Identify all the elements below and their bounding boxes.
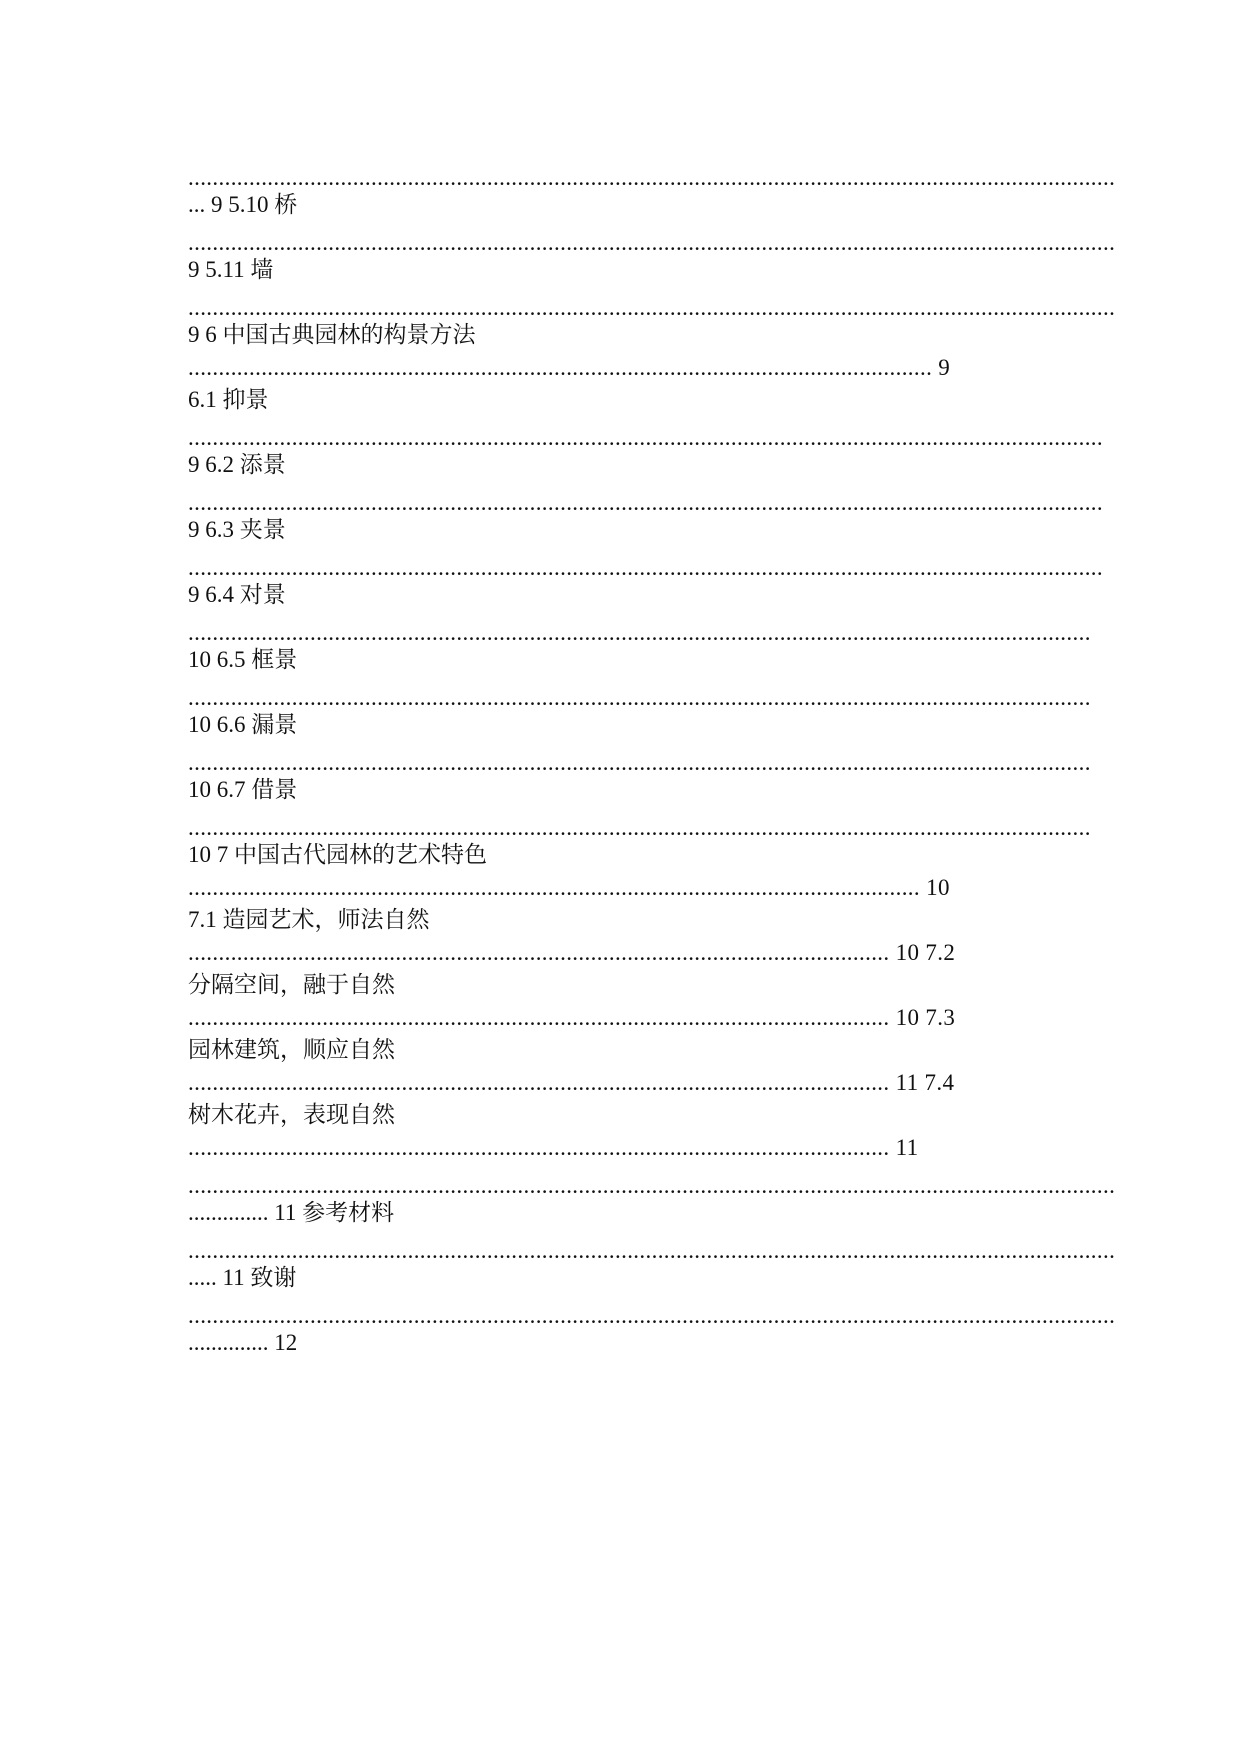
toc-leader-line: .................................................................................................................................................... xyxy=(188,815,1091,840)
toc-entry-line: .............. 12 xyxy=(188,1330,298,1355)
toc-leader-line: .................................................................................................................................................... xyxy=(188,750,1091,775)
toc-entry-line: 9 6 中国古典园林的构景方法 xyxy=(188,322,476,347)
toc-leader-line: .......................................................................................................................... 9 xyxy=(188,355,951,380)
toc-leader-line: ........................................................................................................................................................ xyxy=(188,1173,1116,1198)
toc-entry-line: 10 6.6 漏景 xyxy=(188,712,298,737)
toc-entry-line: 树木花卉，表现自然 xyxy=(188,1102,395,1127)
toc-leader-line: ................................................................................................................... 10 7.3 xyxy=(188,1005,956,1030)
toc-leader-line: ........................................................................................................................................................ xyxy=(188,165,1116,190)
toc-leader-line: .................................................................................................................................................... xyxy=(188,685,1091,710)
toc-entry-line: 9 6.4 对景 xyxy=(188,582,286,607)
toc-leader-line: ...................................................................................................................................................... xyxy=(188,425,1103,450)
toc-leader-line: ........................................................................................................................ 10 xyxy=(188,875,950,900)
toc-leader-line: ................................................................................................................... 11 xyxy=(188,1135,919,1160)
toc-entry-line: 分隔空间，融于自然 xyxy=(188,972,395,997)
toc-leader-line: ........................................................................................................................................................ xyxy=(188,1238,1116,1263)
toc-entry-line: 10 6.7 借景 xyxy=(188,777,298,802)
toc-entry-line: ... 9 5.10 桥 xyxy=(188,192,298,217)
toc-leader-line: ........................................................................................................................................................ xyxy=(188,1303,1116,1328)
toc-leader-line: ...................................................................................................................................................... xyxy=(188,555,1103,580)
toc-leader-line: ................................................................................................................... 10 7.2 xyxy=(188,940,956,965)
toc-leader-line: ...................................................................................................................................................... xyxy=(188,490,1103,515)
toc-entry-line: 10 6.5 框景 xyxy=(188,647,298,672)
toc-leader-line: .................................................................................................................................................... xyxy=(188,620,1091,645)
toc-entry-line: 9 6.3 夹景 xyxy=(188,517,286,542)
toc-leader-line: ........................................................................................................................................................ xyxy=(188,295,1116,320)
toc-entry-line: 园林建筑，顺应自然 xyxy=(188,1037,395,1062)
toc-leader-line: ........................................................................................................................................................ xyxy=(188,230,1116,255)
toc-leader-line: ................................................................................................................... 11 7.4 xyxy=(188,1070,955,1095)
toc-entry-line: 7.1 造园艺术，师法自然 xyxy=(188,907,430,932)
toc-entry-line: 9 6.2 添景 xyxy=(188,452,286,477)
toc-entry-line: .............. 11 参考材料 xyxy=(188,1200,395,1225)
toc-entry-line: 9 5.11 墙 xyxy=(188,257,274,282)
toc-entry-line: 10 7 中国古代园林的艺术特色 xyxy=(188,842,487,867)
toc-entry-line: 6.1 抑景 xyxy=(188,387,269,412)
toc-entry-line: ..... 11 致谢 xyxy=(188,1265,297,1290)
